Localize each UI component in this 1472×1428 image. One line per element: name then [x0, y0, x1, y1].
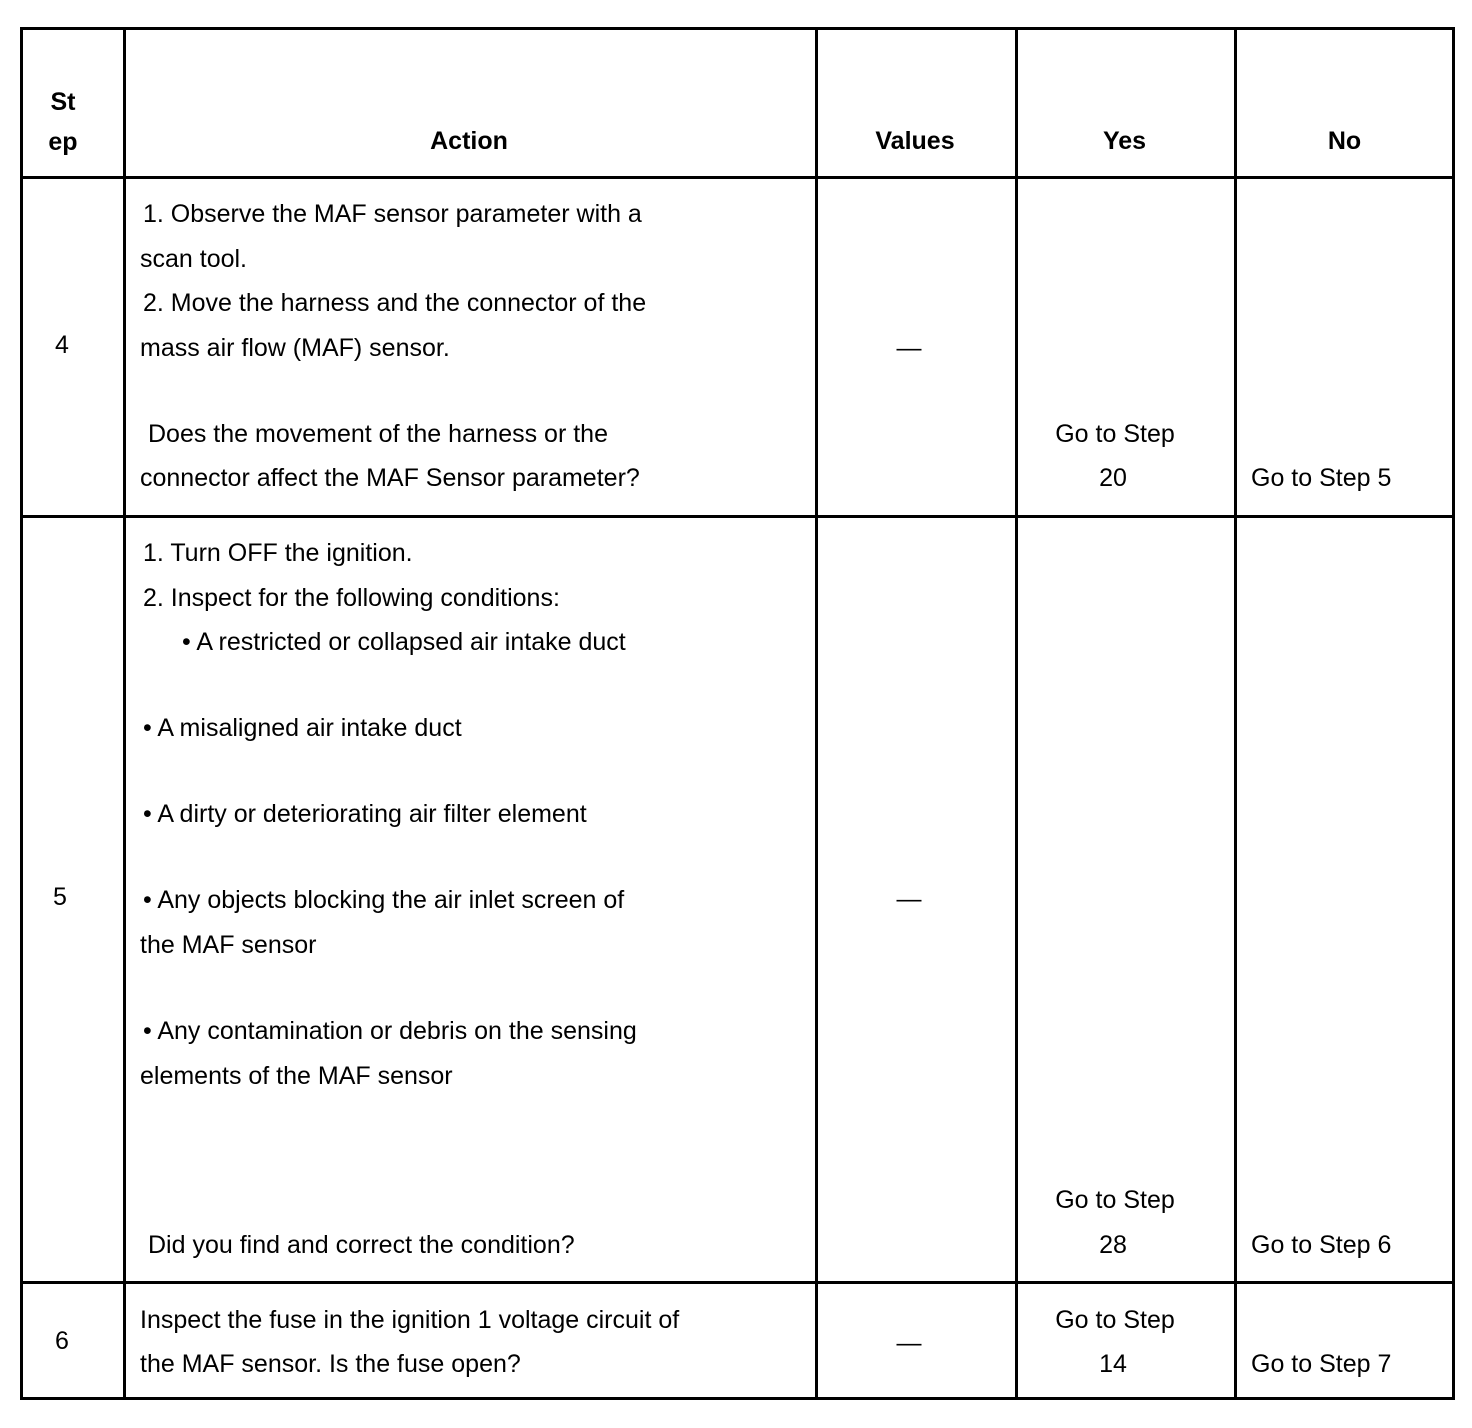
yes-step-number: 14	[1099, 1350, 1127, 1378]
step-number: 4	[55, 331, 69, 359]
action-bullet: • A restricted or collapsed air intake duct	[182, 628, 626, 656]
action-line: 2. Inspect for the following conditions:	[143, 584, 560, 612]
header-step-line1: St	[50, 88, 76, 116]
action-line: 1. Turn OFF the ignition.	[143, 539, 413, 567]
action-line: mass air flow (MAF) sensor.	[140, 334, 450, 362]
step-number: 5	[53, 883, 67, 911]
yes-cell: Go to Step	[1055, 1306, 1175, 1334]
yes-cell: Go to Step	[1055, 1186, 1175, 1214]
header-values: Values	[875, 127, 955, 155]
no-cell: Go to Step 6	[1251, 1231, 1392, 1259]
action-bullet: • Any objects blocking the air inlet screen of	[143, 886, 625, 914]
action-bullet: the MAF sensor	[140, 931, 317, 959]
column-divider	[815, 30, 818, 1397]
yes-cell: Go to Step	[1055, 420, 1175, 448]
header-no: No	[1327, 127, 1362, 155]
action-bullet: elements of the MAF sensor	[140, 1062, 453, 1090]
header-step-line2: ep	[48, 128, 78, 156]
step-number: 6	[55, 1327, 69, 1355]
action-question: Did you find and correct the condition?	[148, 1231, 575, 1259]
no-cell: Go to Step 7	[1251, 1350, 1392, 1378]
column-divider	[1234, 30, 1237, 1397]
action-question: connector affect the MAF Sensor parameter?	[140, 464, 640, 492]
header-action: Action	[430, 127, 508, 155]
action-bullet: • Any contamination or debris on the sensing	[143, 1017, 637, 1045]
yes-step-number: 28	[1099, 1231, 1127, 1259]
column-divider	[123, 30, 126, 1397]
action-line: 1. Observe the MAF sensor parameter with a	[143, 200, 642, 228]
yes-step-number: 20	[1099, 464, 1127, 492]
no-cell: Go to Step 5	[1251, 464, 1392, 492]
values-cell: —	[896, 885, 922, 913]
action-line: Inspect the fuse in the ignition 1 voltage circuit of	[140, 1306, 680, 1334]
values-cell: —	[896, 1329, 922, 1357]
action-line: the MAF sensor. Is the fuse open?	[140, 1350, 521, 1378]
action-line: scan tool.	[140, 245, 248, 273]
action-bullet: • A dirty or deteriorating air filter element	[143, 800, 587, 828]
row-divider	[23, 176, 1452, 179]
header-yes: Yes	[1102, 127, 1147, 155]
values-cell: —	[896, 334, 922, 362]
row-divider	[23, 515, 1452, 518]
action-bullet: • A misaligned air intake duct	[143, 714, 462, 742]
action-question: Does the movement of the harness or the	[148, 420, 608, 448]
row-divider	[23, 1281, 1452, 1284]
action-line: 2. Move the harness and the connector of the	[143, 289, 647, 317]
